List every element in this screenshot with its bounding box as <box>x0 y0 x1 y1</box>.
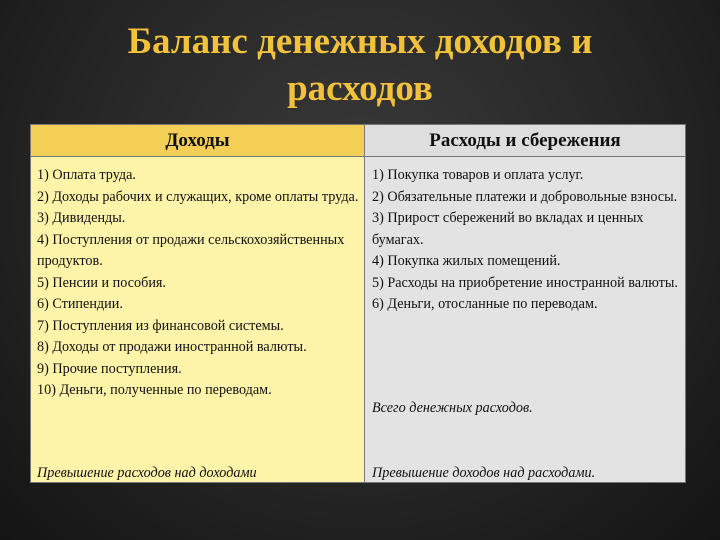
list-item: 1) Покупка товаров и оплата услуг. <box>371 167 584 183</box>
title-line-2: расходов <box>287 68 433 109</box>
balance-table <box>30 124 686 483</box>
income-bottom-note: Превышение расходов над доходами <box>37 465 257 481</box>
list-item: 4) Поступления от продажи сельскохозяйственных продуктов. <box>37 231 345 269</box>
list-item: 6) Деньги, отосланные по переводам. <box>371 296 598 312</box>
list-item: 7) Поступления из финансовой системы. <box>37 317 284 334</box>
list-item: 3) Дивиденды. <box>37 210 126 226</box>
income-column <box>31 125 365 482</box>
list-item: 4) Покупка жилых помещений. <box>371 253 561 269</box>
list-item: 3) Прирост сбережений во вкладах и ценных бумагах. <box>371 210 644 248</box>
income-list <box>31 157 364 402</box>
title-line-1: Баланс денежных доходов и <box>127 21 593 62</box>
expenses-bottom-note: Превышение доходов над расходами. <box>371 465 596 481</box>
list-item: 6) Стипендии. <box>37 296 123 312</box>
list-item: 9) Прочие поступления. <box>37 360 182 377</box>
list-item: 2) Доходы рабочих и служащих, кроме оплаты труда. <box>37 188 359 205</box>
list-item: 1) Оплата труда. <box>37 167 136 183</box>
income-header: Доходы <box>31 125 364 157</box>
expenses-header: Расходы и сбережения <box>365 125 685 157</box>
expenses-total-note: Всего денежных расходов. <box>371 400 533 416</box>
list-item: 5) Расходы на приобретение иностранной валюты. <box>371 274 678 291</box>
list-item: 5) Пенсии и пособия. <box>37 274 166 291</box>
slide-title <box>0 18 720 112</box>
expenses-list <box>365 157 685 316</box>
list-item: 2) Обязательные платежи и добровольные взносы. <box>371 188 678 205</box>
list-item: 8) Доходы от продажи иностранной валюты. <box>37 339 307 355</box>
expenses-column <box>365 125 685 482</box>
list-item: 10) Деньги, полученные по переводам. <box>37 382 272 398</box>
